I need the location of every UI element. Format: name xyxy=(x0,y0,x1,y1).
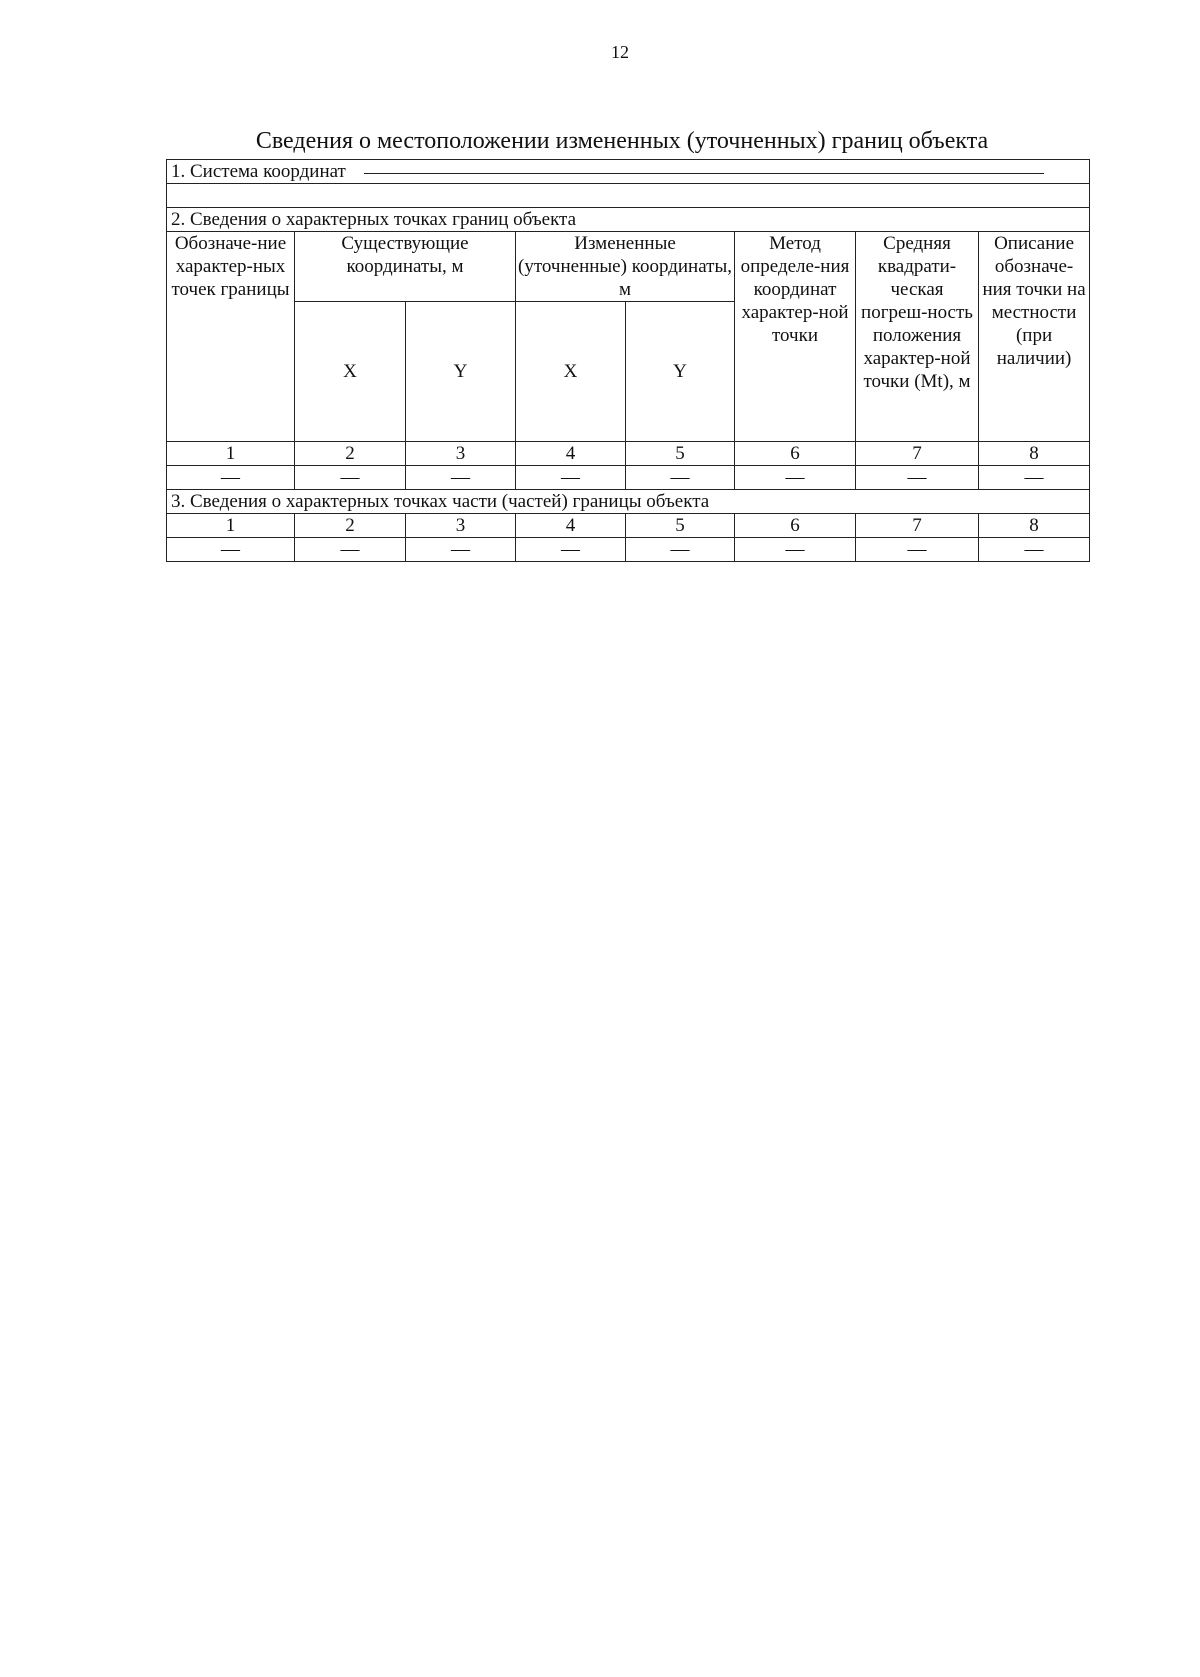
column-number: 6 xyxy=(735,514,856,538)
table-cell[interactable]: — xyxy=(516,466,626,490)
column-number: 5 xyxy=(626,442,735,466)
header-method: Метод определе-ния координат характер-ной точки xyxy=(735,232,856,442)
header-existing-x: X xyxy=(295,302,406,442)
table-cell[interactable]: — xyxy=(626,538,735,562)
page-number: 12 xyxy=(611,42,629,62)
section-2-heading: 2. Сведения о характерных точках границ объекта xyxy=(167,208,1090,232)
column-number: 3 xyxy=(406,514,516,538)
header-mean-square-error: Средняя квадрати-ческая погреш-ность положения характер-ной точки (Mt), м xyxy=(856,232,979,442)
table-cell[interactable]: — xyxy=(626,466,735,490)
section-2-row xyxy=(167,208,1090,232)
table-cell[interactable]: — xyxy=(735,538,856,562)
section-3-heading: 3. Сведения о характерных точках части (частей) границы объекта xyxy=(167,490,1090,514)
section-1-blank-row xyxy=(167,184,1090,208)
column-number: 3 xyxy=(406,442,516,466)
table-cell[interactable]: — xyxy=(856,466,979,490)
header-description: Описание обозначе-ния точки на местности (при наличии) xyxy=(979,232,1090,442)
table-cell[interactable]: — xyxy=(167,466,295,490)
column-number: 4 xyxy=(516,514,626,538)
table-cell[interactable]: — xyxy=(167,538,295,562)
coordinate-system-field[interactable] xyxy=(364,172,1044,174)
column-number: 2 xyxy=(295,442,406,466)
table-row xyxy=(167,466,1090,490)
header-existing-coordinates: Существующие координаты, м xyxy=(295,232,516,302)
table-cell[interactable]: — xyxy=(406,466,516,490)
column-number: 8 xyxy=(979,442,1090,466)
coordinate-system-label: 1. Система координат xyxy=(171,161,346,182)
section-3-row xyxy=(167,490,1090,514)
section-1-row xyxy=(167,160,1090,184)
column-number: 4 xyxy=(516,442,626,466)
table-cell[interactable]: — xyxy=(295,466,406,490)
column-number-row xyxy=(167,514,1090,538)
table-cell[interactable]: — xyxy=(856,538,979,562)
coordinate-system-cell xyxy=(167,160,1090,184)
table-cell[interactable]: — xyxy=(295,538,406,562)
boundary-points-table xyxy=(166,159,1090,562)
table-cell[interactable]: — xyxy=(516,538,626,562)
header-existing-y: Y xyxy=(406,302,516,442)
header-changed-x: X xyxy=(516,302,626,442)
table-row xyxy=(167,538,1090,562)
table-cell[interactable]: — xyxy=(735,466,856,490)
header-changed-y: Y xyxy=(626,302,735,442)
column-number: 1 xyxy=(167,514,295,538)
document-title: Сведения о местоположении измененных (уточненных) границ объекта xyxy=(255,128,989,154)
column-number: 6 xyxy=(735,442,856,466)
table-cell[interactable]: — xyxy=(979,466,1090,490)
column-number-row xyxy=(167,442,1090,466)
blank-cell xyxy=(167,184,1090,208)
column-number: 2 xyxy=(295,514,406,538)
column-number: 7 xyxy=(856,514,979,538)
table-cell[interactable]: — xyxy=(979,538,1090,562)
header-row-1 xyxy=(167,232,1090,302)
column-number: 8 xyxy=(979,514,1090,538)
column-number: 7 xyxy=(856,442,979,466)
column-number: 5 xyxy=(626,514,735,538)
table-cell[interactable]: — xyxy=(406,538,516,562)
header-changed-coordinates: Измененные (уточненные) координаты, м xyxy=(516,232,735,302)
column-number: 1 xyxy=(167,442,295,466)
header-designation: Обозначе-ние характер-ных точек границы xyxy=(167,232,295,442)
